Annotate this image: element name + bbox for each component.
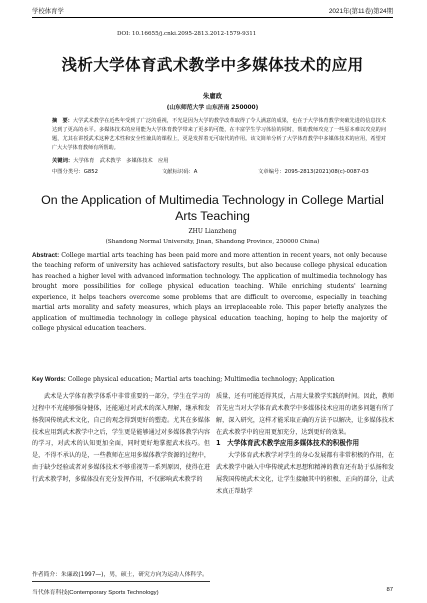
- section-heading: 1 大学体育武术教学应用多媒体技术的积极作用: [216, 439, 360, 448]
- abstract-chinese-label: 摘 要：: [52, 118, 73, 124]
- footnote-rule: [32, 581, 210, 582]
- abstract-english-label: Abstract:: [32, 252, 60, 259]
- author-footnote: 作者简介：朱廉政(1997—)，男，硕士，研究方向为运动人体科学。: [32, 572, 208, 578]
- body-paragraph: 质量，还有可能适得其反，占用大量教学实践的时间。因此，教师首先应当对大学体育武术教学中多媒体技术应用的诸多问题有所了解，深入研究，这样才能采取正确的方法予以解决，让多媒体技术在武术教学中的应用更加充分，达到更好的效果。: [216, 393, 394, 436]
- affiliation-chinese: (山东师范大学 山东济南 250000): [166, 105, 259, 111]
- journal-section-label: 学校体育学: [32, 8, 64, 15]
- doi: DOI: 10.16655/j.cnki.2095-2813.2012-1579-9311: [117, 31, 257, 37]
- body-paragraph: 大学体育武术教学对学生的身心发展都有非常积极的作用，在武术教学中融入中华传统武术思想和精神的教育还有助于弘扬和发展我国传统武术文化，让学生接触其中的积极、正向的部分，让武术真正帮助学: [216, 452, 394, 495]
- body-column-right: [216, 391, 394, 498]
- affiliation-english: (Shandong Normal University, Jinan, Shandong Province, 250000 China): [105, 239, 320, 245]
- body-paragraph: 武术是大学体育教学体系中非常重要的一部分，学生在学习的过程中不光能够强身健体，还能通过对武术的深入理解，继承和发扬我国传统武术文化，自己的观念得到更好的塑造。尤其在多媒体技术应用到武术教学中之后，学生更是能够通过对多媒体教学内容的学习，对武术的认知更加全面，同时更好地掌握武术技巧。但是，不得不承认的是，一些教师在应用多媒体教学资源的过程中，由于缺少经验或者对多媒体技术不够重视等一系列原因，使得在进行武术教学时，多媒体没有充分发挥作用，不仅影响武术教学的: [32, 393, 210, 483]
- clc-number: 中图分类号：G852: [52, 169, 98, 175]
- author-english: ZHU Lianzheng: [188, 228, 237, 235]
- journal-footer: 当代体育科技(Contemporary Sports Technology): [32, 590, 159, 596]
- keywords-english: [32, 376, 387, 383]
- author-chinese: 朱庸政: [203, 93, 222, 100]
- issue-label: 2021年(第11卷)第24期: [328, 8, 393, 15]
- title-english: On the Application of Multimedia Technology in College Martial Arts Teaching: [41, 193, 384, 223]
- abstract-english: [32, 251, 387, 335]
- header-rule: [32, 17, 393, 18]
- abstract-chinese: [52, 117, 386, 153]
- abstract-english-text: College martial arts teaching has been paid more and more attention in recent years, not only because the teaching reform of university has achieved satisfactory results, but also because college physical education has reached a higher level with advanced information technology. The application of multimedia technology has brought more possibilities for college physical education teaching. While enriching students' learning experience, it helps teachers overcome some problems that are difficult to overcome, especially in teaching martial arts morality and safety measures, which plays an irreplaceable role. This paper briefly analyzes the application of multimedia technology in college physical education teaching, hoping to help the majority of college physical education teachers.: [32, 252, 387, 333]
- article-number: 文章编号：2095-2813(2021)08(c)-0087-03: [258, 169, 369, 175]
- keywords-english-label: Key Words:: [32, 376, 66, 383]
- keywords-english-text: College physical education; Martial arts teaching; Multimedia technology; Application: [67, 376, 335, 383]
- keywords-chinese-label: 关键词：: [52, 158, 74, 164]
- keywords-chinese: [52, 156, 386, 164]
- title-chinese: 浅析大学体育武术教学中多媒体技术的应用: [61, 56, 364, 74]
- body-column-left: [32, 391, 210, 486]
- keywords-chinese-text: 大学体育 武术教学 多媒体技术 应用: [73, 158, 169, 164]
- page-number: 87: [386, 587, 393, 593]
- document-code: 文献标识码：A: [162, 169, 198, 175]
- abstract-chinese-text: 大学武术教学在近些年受到了广泛的重视，不光是因为大学的教学改革取得了令人满意的成果，也在于大学体育教学突破先进的信息技术达到了更高的水平。多媒体技术的应用能为大学体育教学带来了更多的可能，在丰富学生学习体验的同时，帮助教师攻克了一些原本难以攻克的问题，尤其在讲授武术这种艺术性和安全性兼具的课程上，更是发挥着无可取代的作用。该文简单分析了大学体育教学中多媒体技术的应用，希望对广大大学体育教师有所帮助。: [52, 118, 387, 152]
